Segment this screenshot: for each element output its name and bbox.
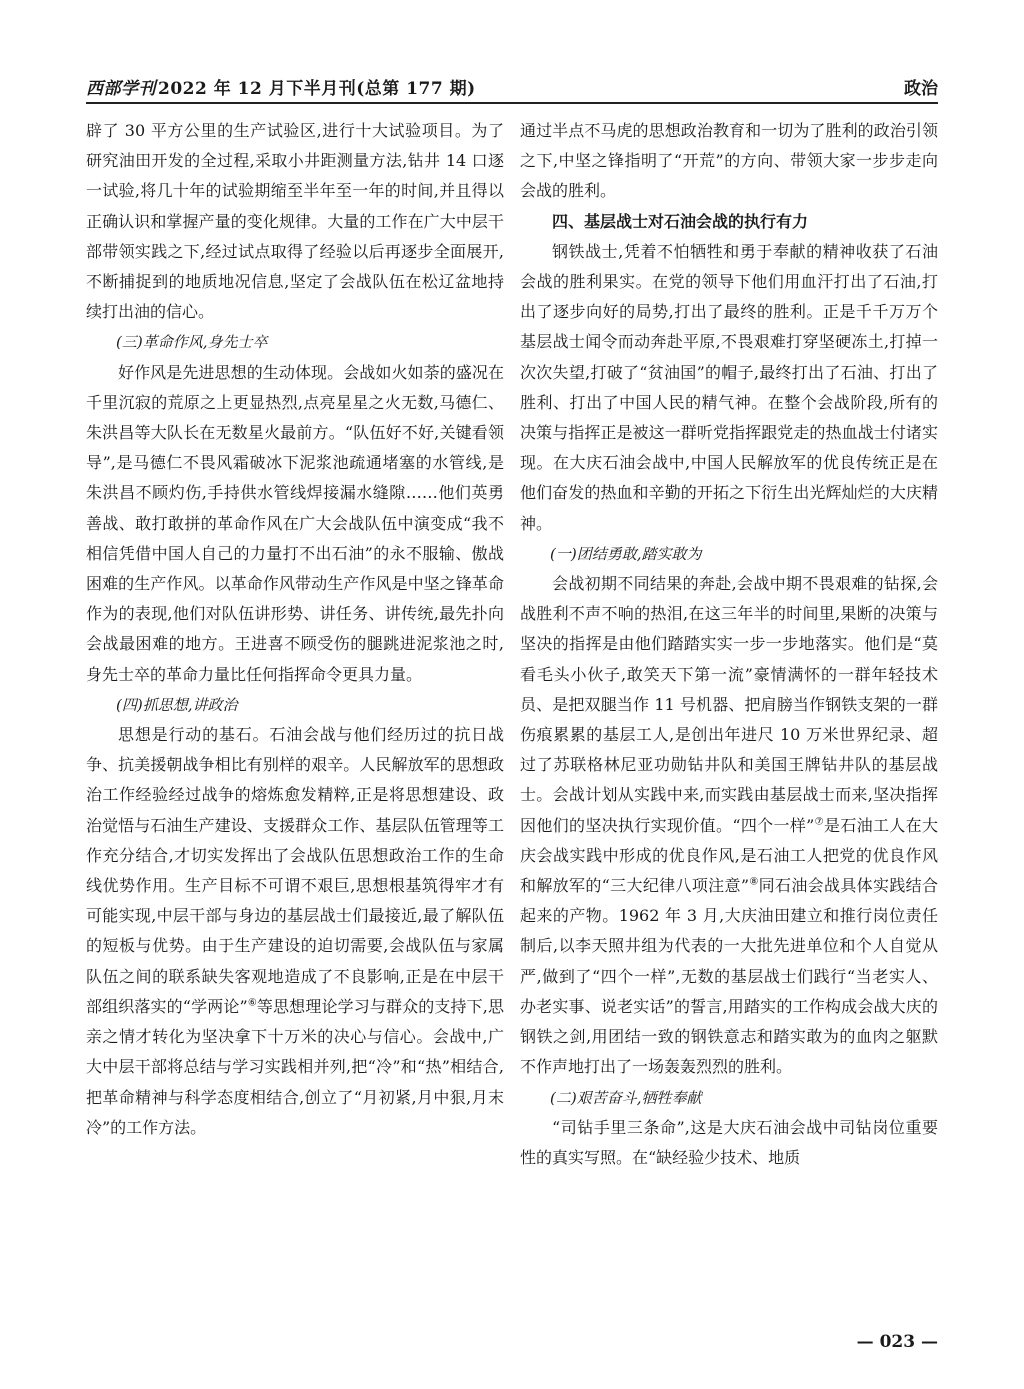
header-rule [86,102,938,104]
footnote-mark: ⑦ [814,816,824,828]
subsection-heading: (三)革命作风,身先士卒 [116,333,268,352]
subsection-heading: (一)团结勇敢,踏实敢为 [550,544,702,563]
paragraph: 钢铁战士,凭着不怕牺牲和勇于奉献的精神收获了石油会战的胜利果实。在党的领导下他们用血汗打出了石油,打出了逐步向好的局势,打出了最终的胜利。正是千千万万个基层战士闻令而动奔赴平原,不畏艰难打穿坚硬冻土,打掉一次次失望,打破了“贫油国”的帽子,最终打出了石油、打出了胜利、打出了中国人民的精气神。在整个会战阶段,所有的决策与指挥正是被这一群听党指挥跟党走的热血战士付诸实现。在大庆石油会战中,中国人民解放军的优良传统正是在他们奋发的热血和辛勤的开拓之下衍生出光辉灿烂的大庆精神。 [520,241,938,533]
paragraph-text: 是石油工人在大庆会战实践中形成的优良作风,是石油工人把党的优良作风和解放军的“三大纪律八项注意” [520,815,938,896]
paragraph: 好作风是先进思想的生动体现。会战如火如荼的盛况在千里沉寂的荒原之上更显热烈,点亮星星之火无数,马德仁、朱洪昌等大队长在无数星火最前方。“队伍好不好,关键看领导”,是马德仁不畏风霜破冰下泥浆池疏通堵塞的水管线,是朱洪昌不顾灼伤,手持供水管线焊接漏水缝隙……他们英勇善战、敢打敢拼的革命作风在广大会战队伍中演变成“我不相信凭借中国人自己的力量打不出石油”的永不服输、傲战困难的生产作风。以革命作风带动生产作风是中坚之锋革命作为的表现,他们对队伍讲形势、讲任务、讲传统,最先扑向会战最困难的地方。王进喜不顾受伤的腿跳进泥浆池之时,身先士卒的革命力量比任何指挥命令更具力量。 [86,362,504,684]
paragraph-text: 思想是行动的基石。石油会战与他们经历过的抗日战争、抗美援朝战争相比有别样的艰辛。人民解放军的思想政治工作经验经过战争的熔炼愈发精粹,正是将思想建设、政治觉悟与石油生产建设、支援群众工作、基层队伍管理等工作充分结合,才切实发挥出了会战队伍思想政治工作的生命线优势作用。生产目标不可谓不艰巨,思想根基筑得牢才有可能实现,中层干部与身边的基层战士们最接近,最了解队伍的短板与优势。由于生产建设的迫切需要,会战队伍与家属队伍之间的联系缺失客观地造成了不良影响,正是在中层干部组织落实的“学两论” [86,725,504,1016]
left-column [86,116,504,1311]
paragraph-text: 等思想理论学习与群众的支持下,思亲之情才转化为坚决拿下十万米的决心与信心。会战中,广大中层干部将总结与学习实践相并列,把“冷”和“热”相结合,把革命精神与科学态度相结合,创立了“月初紧,月中狠,月末冷”的工作方法。 [86,996,504,1137]
subsection-heading: (四)抓思想,讲政治 [116,695,238,714]
page-header [86,68,938,104]
paragraph: 通过半点不马虎的思想政治教育和一切为了胜利的政治引领之下,中坚之锋指明了“开荒”的方向、带领大家一步步走向会战的胜利。 [520,121,938,201]
page-number: — 023 — [856,1332,938,1352]
footnote-mark: ⑥ [247,997,257,1009]
paragraph: 辟了 30 平方公里的生产试验区,进行十大试验项目。为了研究油田开发的全过程,采取小井距测量方法,钻井 14 口逐一试验,将几十年的试验期缩至半年至一年的时间,并且得以正确认识和掌握产量的变化规律。大量的工作在广大中层干部带领实践之下,经过试点取得了经验以后再逐步全面展开,不断捕捉到的地质地况信息,坚定了会战队伍在松辽盆地持续打出油的信心。 [86,121,504,322]
paragraph [86,720,504,1143]
journal-title [86,74,476,99]
journal-issue: 2022 年 12 月下半月刊(总第 177 期) [158,79,476,99]
right-column [520,116,938,1311]
section-heading: 四、基层战士对石油会战的执行有力 [552,211,809,231]
paragraph-text: 同石油会战具体实践结合起来的产物。1962 年 3 月,大庆油田建立和推行岗位责任制后,以李天照井组为代表的一大批先进单位和个人自觉从严,做到了“四个一样”,无数的基层战士们践行“当老实人、办老实事、说老实话”的誓言,用踏实的工作构成会战大庆的钢铁之剑,用团结一致的钢铁意志和踏实敢为的血肉之躯默不作声地打出了一场轰轰烈烈的胜利。 [520,876,938,1077]
footnote-mark: ⑧ [749,876,759,888]
section-label: 政治 [904,79,938,99]
subsection-heading: (二)艰苦奋斗,牺牲奉献 [550,1088,702,1107]
journal-logo: 西部学刊 [86,79,156,99]
paragraph [520,569,938,1082]
paragraph-text: 会战初期不同结果的奔赴,会战中期不畏艰难的钻探,会战胜利不声不响的热泪,在这三年半的时间里,果断的决策与坚决的指挥是由他们踏踏实实一步一步地落实。他们是“莫看毛头小伙子,敢笑天下第一流”豪情满怀的一群年轻技术员、是把双腿当作 11 号机器、把肩膀当作钢铁支架的一群伤痕累累的基层工人,是创出年进尺 10 万米世界纪录、超过了苏联格林尼亚功勋钻井队和美国王牌钻井队的基层战士。会战计划从实践中来,而实践由基层战士而来,坚决指挥因他们的坚决执行实现价值。“四个一样” [520,574,938,835]
paragraph: “司钻手里三条命”,这是大庆石油会战中司钻岗位重要性的真实写照。在“缺经验少技术、地质 [520,1117,938,1167]
